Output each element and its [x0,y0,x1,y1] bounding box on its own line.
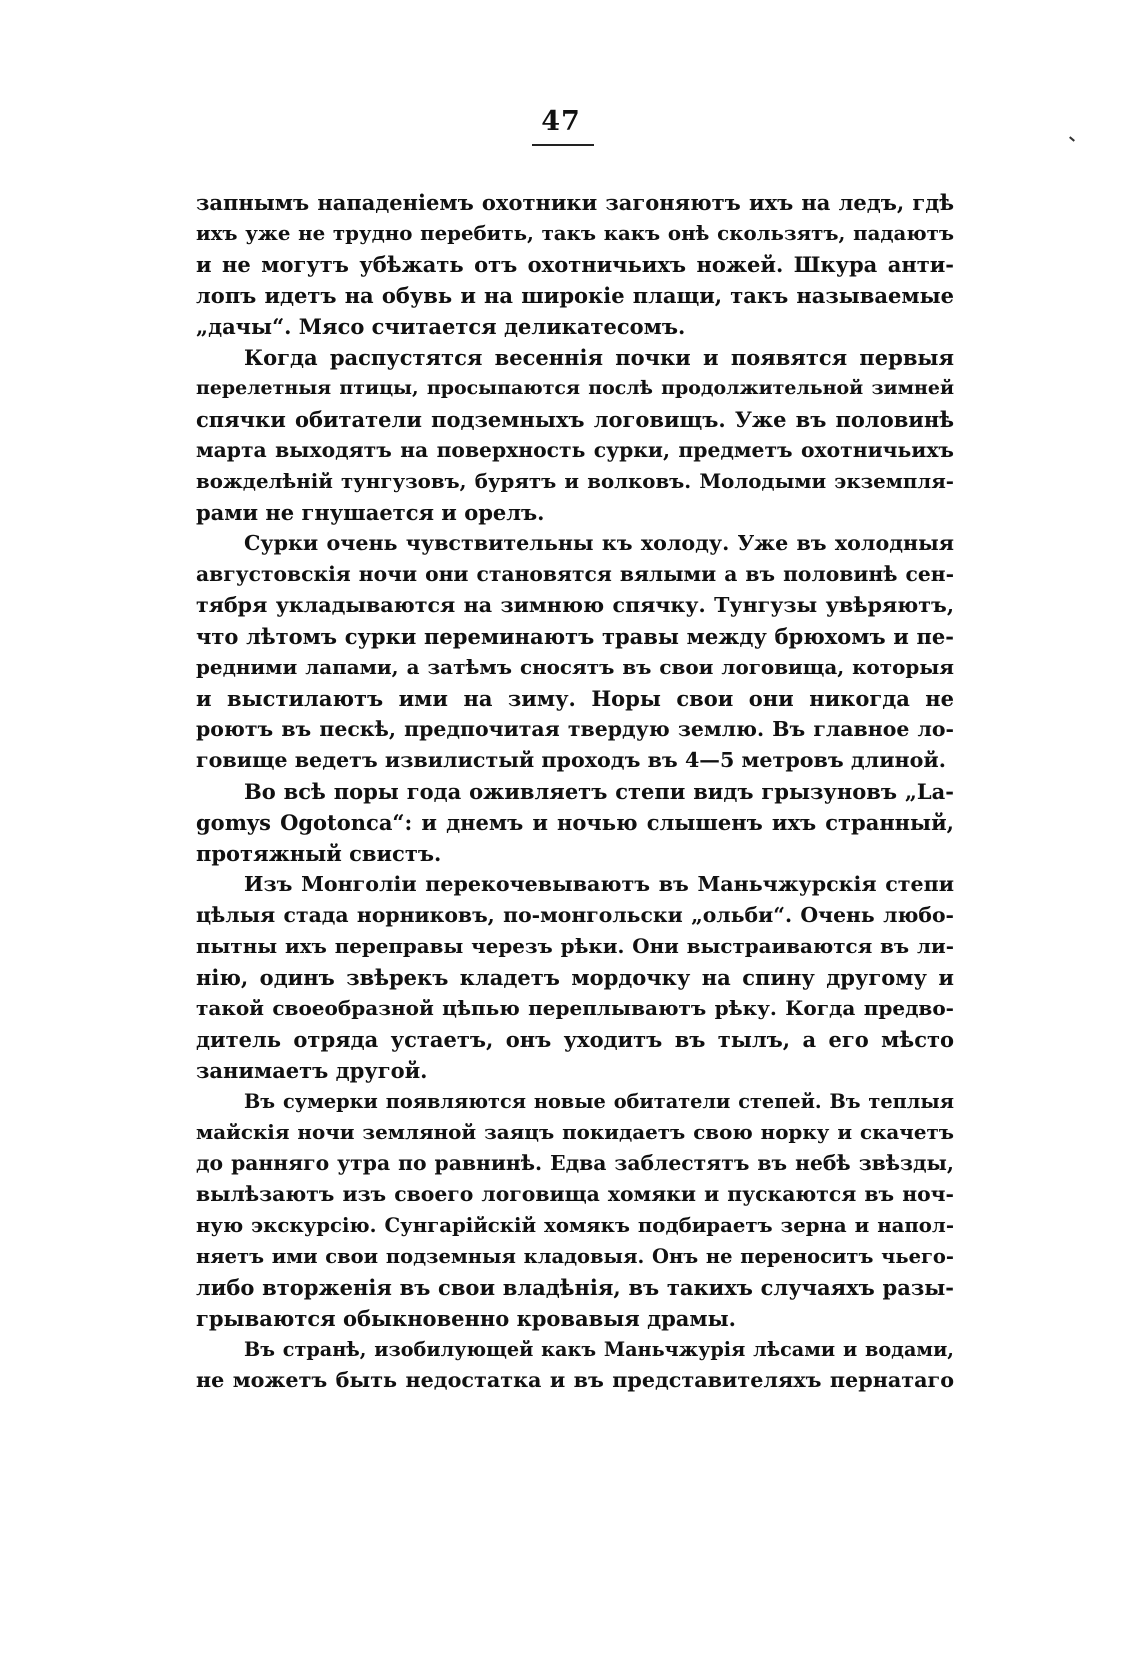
page-number-underline [532,144,594,146]
paragraph-4 [196,776,954,869]
paragraph-1 [196,187,954,342]
text-line: вожделѣній тунгузовъ, бурятъ и волковъ. Молодыми экземпля- [196,469,954,493]
text-line: роютъ въ пескѣ, предпочитая твердую землю. Въ главное ло- [196,717,954,741]
text-line: рами не гнушается и орелъ. [196,500,545,525]
text-line: говище ведетъ извилистый проходъ въ 4—5 метровъ длиной. [196,748,946,772]
text-line: майскія ночи земляной заяцъ покидаетъ свою норку и скачетъ [196,1120,954,1144]
text-line: и выстилаютъ ими на зиму. Норы свои они никогда не [196,686,954,711]
paragraph-5 [196,869,954,1086]
text-line: дитель отряда устаетъ, онъ уходитъ въ тылъ, а его мѣсто [196,1027,954,1052]
text-line: Въ сумерки появляются новые обитатели степей. Въ теплыя [244,1090,954,1113]
text-line: и не могутъ убѣжать отъ охотничьихъ ножей. Шкура анти- [196,252,954,277]
body-text [196,187,954,1396]
text-line: перелетныя птицы, просыпаются послѣ продолжительной зимней [196,377,954,399]
text-line: занимаетъ другой. [196,1058,428,1083]
text-line: марта выходятъ на поверхность сурки, предметъ охотничьихъ [196,438,954,462]
text-line: не можетъ быть недостатка и въ представителяхъ пернатаго [196,1368,954,1392]
paragraph-7 [196,1334,954,1396]
text-line: Въ странѣ, изобилующей какъ Маньчжурія лѣсами и водами, [244,1338,954,1361]
paragraph-3 [196,528,954,776]
text-line: грываются обыкновенно кровавыя драмы. [196,1306,736,1331]
text-line: Когда распустятся весеннія почки и появятся первыя [244,345,954,370]
text-line: ную экскурсію. Сунгарійскій хомякъ подбираетъ зерна и напол- [196,1214,954,1237]
text-line: такой своеобразной цѣпью переплываютъ рѣку. Когда предво- [196,996,954,1020]
text-line: Во всѣ поры года оживляетъ степи видъ грызуновъ „La- [244,779,954,804]
text-line: „дачы“. Мясо считается деликатесомъ. [196,314,686,339]
text-line: Изъ Монголіи перекочевываютъ въ Маньчжурскія степи [244,872,954,896]
text-line: вылѣзаютъ изъ своего логовища хомяки и пускаются въ ноч- [196,1182,954,1206]
text-line: няетъ ими свои подземныя кладовыя. Онъ не переноситъ чьего- [196,1245,954,1268]
text-line: спячки обитатели подземныхъ логовищъ. Уже въ половинѣ [196,407,954,432]
text-line: gomys Ogotonca“: и днемъ и ночью слышенъ ихъ странный, [196,810,954,835]
stray-ink-mark [1069,136,1075,141]
text-line: августовскія ночи они становятся вялыми а въ половинѣ сен- [196,562,954,586]
page-number: 47 [541,106,581,137]
text-line: до ранняго утра по равнинѣ. Едва заблестятъ въ небѣ звѣзды, [196,1151,954,1175]
text-line: лопъ идетъ на обувь и на широкіе плащи, такъ называемые [196,283,954,308]
text-line: либо вторженія въ свои владѣнія, въ такихъ случаяхъ разы- [196,1275,954,1300]
text-line: редними лапами, а затѣмъ сносятъ въ свои логовища, которыя [196,655,954,679]
text-line: тября укладываются на зимнюю спячку. Тунгузы увѣряютъ, [196,593,954,617]
text-line: Сурки очень чувствительны къ холоду. Уже въ холодныя [244,531,954,555]
paragraph-6 [196,1086,954,1334]
text-line: нію, одинъ звѣрекъ кладетъ мордочку на спину другому и [196,965,954,990]
text-line: ихъ уже не трудно перебить, такъ какъ онѣ скользятъ, падаютъ [196,221,954,245]
text-line: что лѣтомъ сурки переминаютъ травы между брюхомъ и пе- [196,624,954,649]
text-line: пытны ихъ переправы черезъ рѣки. Они выстраиваются въ ли- [196,934,954,958]
text-line: протяжный свистъ. [196,841,442,866]
paragraph-2 [196,342,954,528]
text-line: цѣлыя стада норниковъ, по-монгольски „ольби“. Очень любо- [196,903,954,927]
text-line: запнымъ нападеніемъ охотники загоняютъ ихъ на ледъ, гдѣ [196,190,954,215]
